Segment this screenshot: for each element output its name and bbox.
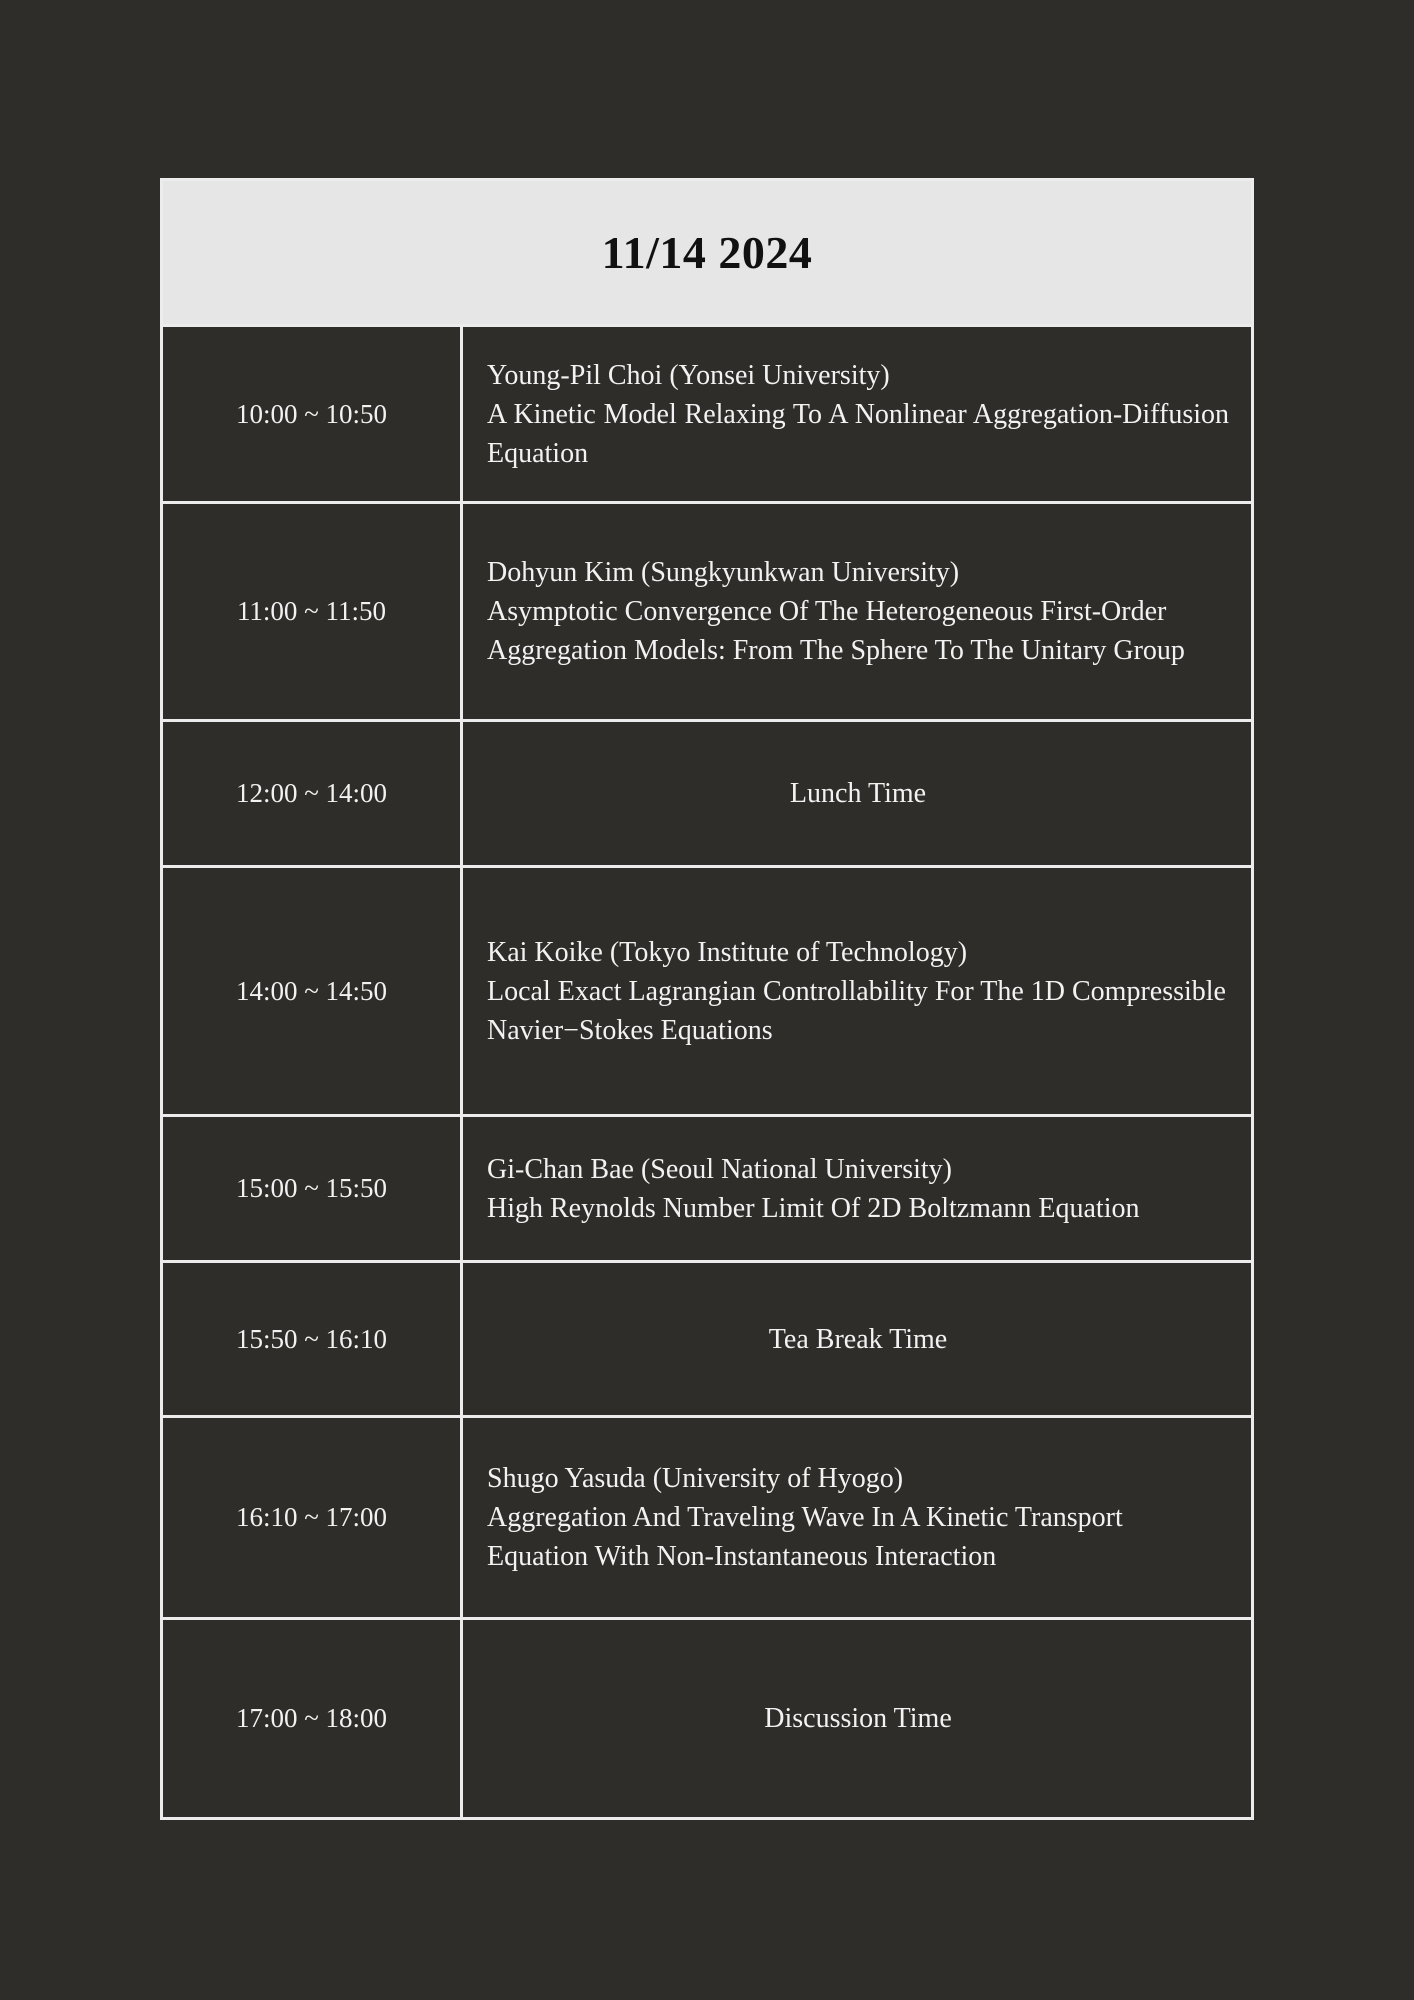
talk-title: Local Exact Lagrangian Controllability For The 1D Compressible Navier−Stokes Equations [487,975,1226,1046]
time-slot: 14:00 ~ 14:50 [163,868,463,1114]
event-label: Lunch Time [789,778,927,809]
speaker-name: Kai Koike (Tokyo Institute of Technology) [487,936,968,968]
event-label: Tea Break Time [768,1323,948,1355]
page-title: 11/14 2024 [601,227,813,278]
time-slot: 16:10 ~ 17:00 [163,1418,463,1617]
speaker-name: Gi-Chan Bae (Seoul National University) [487,1153,953,1185]
talk-cell [463,868,1251,1114]
talk-title: Asymptotic Convergence Of The Heterogeneous First-Order Aggregation Models: From The Sphere To The Unitary Group [487,596,1185,666]
talk-title: High Reynolds Number Limit Of 2D Boltzmann Equation [487,1192,1140,1224]
schedule-row [163,1117,1251,1263]
schedule-row [163,504,1251,722]
event-label: Discussion Time [764,1703,952,1734]
schedule-table [160,178,1254,1820]
date-header [163,181,1251,327]
talk-title: A Kinetic Model Relaxing To A Nonlinear Aggregation-Diffusion Equation [487,398,1229,469]
time-slot: 17:00 ~ 18:00 [163,1620,463,1817]
talk-cell [463,1117,1251,1260]
speaker-name: Dohyun Kim (Sungkyunkwan University) [487,557,960,588]
talk-cell [463,327,1251,501]
time-slot: 12:00 ~ 14:00 [163,722,463,865]
schedule-row [163,722,1251,868]
time-slot: 10:00 ~ 10:50 [163,327,463,501]
time-slot: 15:00 ~ 15:50 [163,1117,463,1260]
event-cell [463,1620,1251,1817]
time-slot: 15:50 ~ 16:10 [163,1263,463,1415]
schedule-row [163,1620,1251,1817]
schedule-row [163,1418,1251,1620]
schedule-row [163,327,1251,504]
event-cell [463,722,1251,865]
schedule-row [163,1263,1251,1418]
event-cell [463,1263,1251,1415]
speaker-name: Shugo Yasuda (University of Hyogo) [487,1463,904,1494]
talk-cell [463,504,1251,719]
talk-cell [463,1418,1251,1617]
speaker-name: Young-Pil Choi (Yonsei University) [487,359,890,391]
talk-title: Aggregation And Traveling Wave In A Kinetic Transport Equation With Non-Instantaneous Interaction [487,1502,1123,1572]
schedule-row [163,868,1251,1117]
time-slot: 11:00 ~ 11:50 [163,504,463,719]
